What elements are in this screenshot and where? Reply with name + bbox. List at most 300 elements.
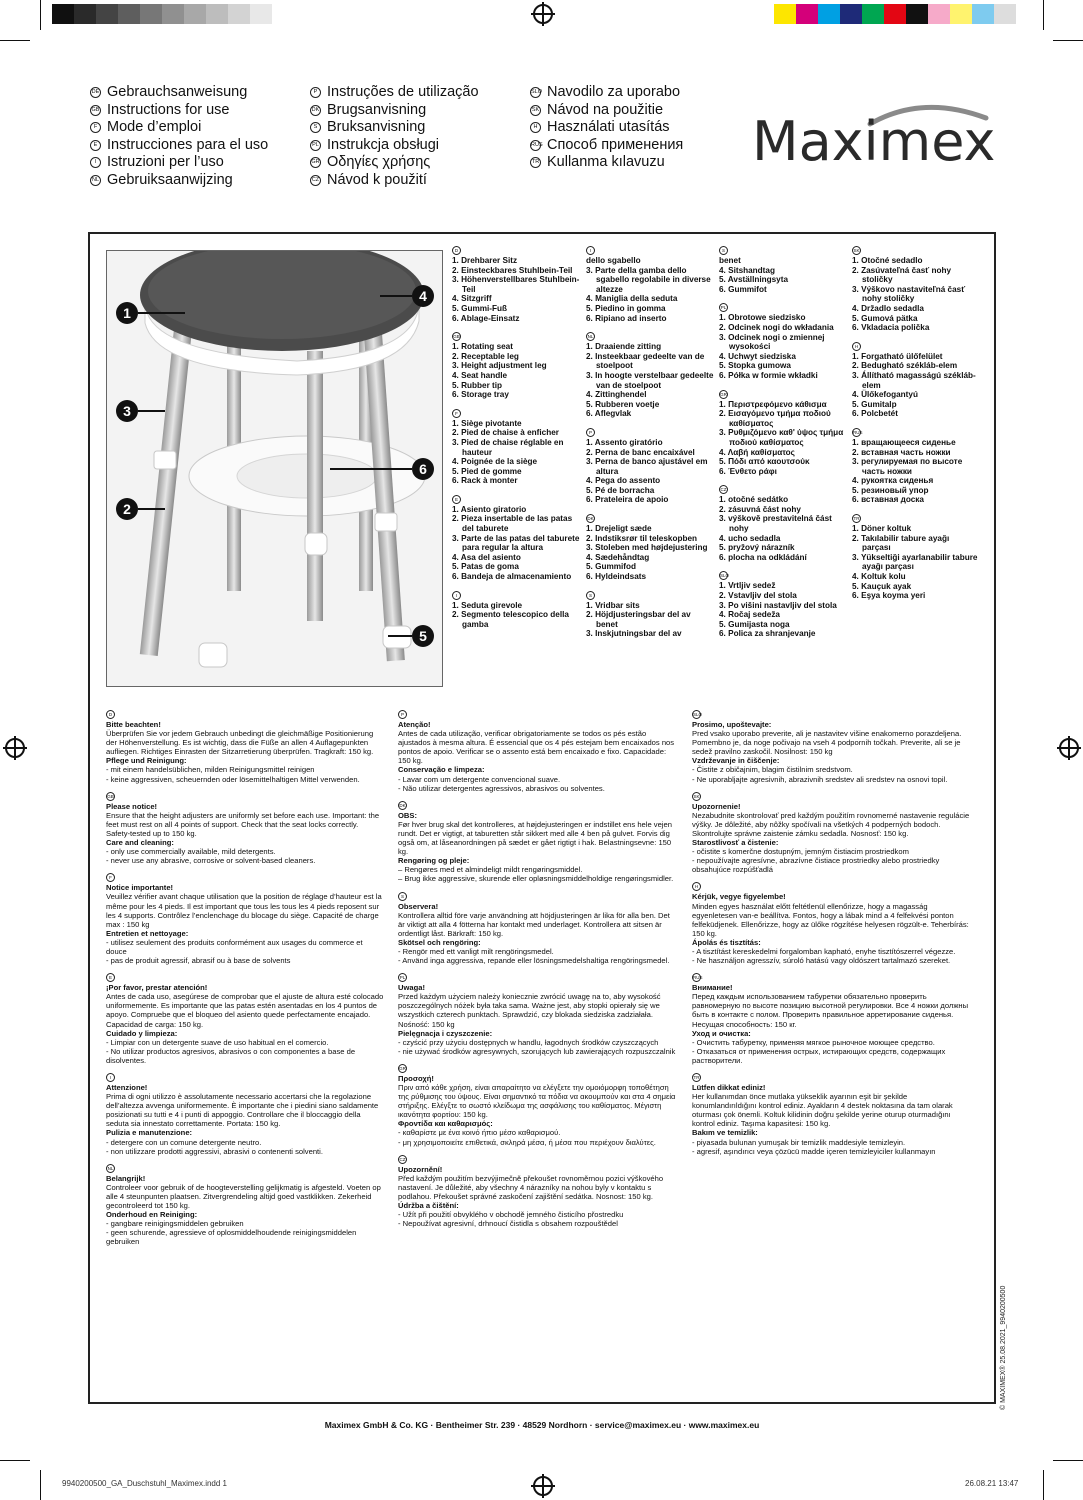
parts-list-block xyxy=(719,571,847,639)
parts-list-block xyxy=(452,409,580,486)
part-item: 2. Perna de banc encaixável xyxy=(586,447,695,457)
part-item: 2. Odcinek nogi do wkładania xyxy=(719,322,834,332)
part-item: 6. Ablage-Einsatz xyxy=(452,313,520,323)
language-title: Instrucciones para el uso xyxy=(107,136,269,153)
language-code-badge: SK xyxy=(693,793,700,799)
part-item: 4. Pega do assento xyxy=(586,476,661,486)
language-code-badge: SLO xyxy=(530,87,541,98)
part-item: 5. Rubber tip xyxy=(452,380,503,390)
part-item: 5. Gummifod xyxy=(586,562,637,572)
part-item: 6. plocha na odkládání xyxy=(719,552,807,562)
part-item: 2. Εισαγόμενο τμήμα ποδιού καθίσματος xyxy=(719,409,831,428)
part-item: 5. Pé de borracha xyxy=(586,485,655,495)
callout-5: 5 xyxy=(412,625,434,647)
part-item: 3. Yükseltiği ayarlanabilir tabure ayağı parçası xyxy=(852,552,978,572)
part-item: 2. Höjdjusteringsbar del av benet xyxy=(586,610,691,629)
care-heading: Conservação e limpeza: xyxy=(398,765,485,775)
part-item: 3. Po višini nastavljiv del stola xyxy=(719,600,837,610)
care-item: - Отказаться от применения острых, истирающих средств, содержащих растворители. xyxy=(692,1046,946,1065)
care-heading: Φροντίδα και καθαρισμός: xyxy=(398,1119,493,1129)
language-code-badge: SLO xyxy=(720,573,730,579)
language-code-badge: PL xyxy=(399,975,406,981)
part-item: 2. Vstavljiv del stola xyxy=(719,591,797,601)
care-item: - καθαρίστε με ένα κοινό ήπιο μέσο καθαρισμού. xyxy=(398,1128,561,1138)
part-item: 4. Sitshandtag xyxy=(719,265,775,275)
note-body: Перед каждым использованием табуретки обязательно проверить равномерную по высоте позицию высотной регулировки. Все 4 ножки должны быть в контакте с полом. Проверить правильное арретирование сиденья. Несущая способность: 150 кг. xyxy=(692,992,969,1029)
language-code-badge: E xyxy=(452,495,461,504)
callout-6: 6 xyxy=(412,458,434,480)
part-item: 4. Seat handle xyxy=(452,370,508,380)
note-heading: OBS: xyxy=(398,810,417,820)
part-item: 3. Výškovo nastaviteľná časť nohy stoličky xyxy=(852,284,966,304)
note-heading: Προσοχή! xyxy=(398,1073,434,1083)
part-item: 5. Gummi-Fuß xyxy=(452,303,508,313)
part-item: 6. Ένθετο ράφι xyxy=(719,466,777,476)
care-item: - gangbare reinigingsmiddelen gebruiken xyxy=(106,1219,244,1229)
note-heading: Atenção! xyxy=(398,720,431,729)
language-title: Kullanma kılavuzu xyxy=(547,154,665,170)
part-item: 4. Zittinghendel xyxy=(586,390,647,400)
language-title: Instruções de utilização xyxy=(327,84,479,100)
part-item: 1. Περιστρεφόμενο κάθισμα xyxy=(719,399,827,409)
part-item: 6. Prateleira de apoio xyxy=(586,495,669,505)
safety-note-block xyxy=(398,973,676,1056)
care-heading: Pulizia e manutenzione: xyxy=(106,1128,193,1138)
safety-notes-column-3 xyxy=(692,710,970,1164)
language-code-badge: DK xyxy=(587,516,594,522)
part-item: 4. Ülőkefogantyú xyxy=(852,390,918,400)
part-item: 4. Držadlo sedadla xyxy=(852,303,924,313)
language-code-badge: S xyxy=(586,591,595,600)
note-heading: Upozornenie! xyxy=(692,801,741,811)
language-code-badge: TR xyxy=(853,516,860,522)
language-code-badge: I xyxy=(586,246,595,255)
part-item: 4. Ročaj sedeža xyxy=(719,610,780,620)
safety-note-block xyxy=(692,1073,970,1156)
part-item: 6. вставная доска xyxy=(852,495,924,505)
note-heading: Observera! xyxy=(398,901,439,911)
care-heading: Pflege und Reinigung: xyxy=(106,756,187,766)
part-item: benet xyxy=(719,256,741,265)
care-heading: Уход и очистка: xyxy=(692,1028,751,1038)
part-item: 2. Bedugható székláb-elem xyxy=(852,361,958,371)
parts-list-column-2 xyxy=(586,246,714,648)
print-date-slug: 26.08.21 13:47 xyxy=(965,1479,1019,1488)
parts-list-block xyxy=(852,246,980,333)
safety-note-block xyxy=(398,1064,676,1147)
care-item: - only use commercially available, mild detergents. xyxy=(106,847,276,857)
parts-list-block xyxy=(586,246,714,323)
care-item: - očistite s komerčne dostupným, jemným čistiacim prostriedkom xyxy=(692,847,909,857)
part-item: 5. Rubberen voetje xyxy=(586,399,660,409)
note-body: Før hver brug skal det kontrolleres, at højdejusteringen er indstillet ens hele vejen rundt. Det er vigtigt, at taburetten står sikkert med alle 4 ben på gulvet. Forvis dig også om, at låseanordningen på sædet er gået rigtigt i hak. Belastningsevne: 150 kg. xyxy=(398,819,672,857)
language-code-badge: P xyxy=(398,710,407,719)
part-item: 6. Eşya koyma yeri xyxy=(852,591,926,601)
language-code-badge: TR xyxy=(693,1075,700,1080)
parts-list-block xyxy=(719,485,847,562)
language-code-badge: H xyxy=(530,122,541,133)
language-code-badge: F xyxy=(106,873,115,882)
care-heading: Rengøring og pleje: xyxy=(398,856,470,866)
part-item: 5. Piedino in gomma xyxy=(586,303,666,313)
part-item: 2. Pieza insertable de las patas del taburete xyxy=(452,514,573,534)
note-body: Před každým použitím bezvýjimečně překoušet rovnoměrnou pozici výškového nastavení. Je důležité, aby všechny 4 nárazníky na nohou byly v kontaktu s podlahou. Překoušet správné zaskočení zajištění sedátka. Nosnost: 150 kg. xyxy=(398,1173,664,1201)
note-heading: Uwaga! xyxy=(398,983,426,993)
care-heading: Vzdrževanje in čiščenje: xyxy=(692,756,780,766)
care-item: - Užít při použití obvyklého v obchodě jemného čisticího přostredku xyxy=(398,1210,624,1220)
part-item: 1. Vrtljiv sedež xyxy=(719,581,776,591)
part-item: 2. zásuvná část nohy xyxy=(719,504,801,514)
part-item: 1. otočné sedátko xyxy=(719,495,789,505)
parts-list-block xyxy=(852,342,980,419)
safety-notes-column-1 xyxy=(106,710,384,1255)
language-title: Navodilo za uporabo xyxy=(547,84,681,100)
note-body: Antes de cada uso, asegúrese de comprobar que el ajuste de altura esté colocado uniformemente. Es importante que las patas estén asentadas en los 4 puntos de apoyo. Compruebe que el bloqueo del asiento quede perfectamente encajado. Capacidad de carga: 150 kg. xyxy=(106,992,384,1029)
care-heading: Bakım ve temizlik: xyxy=(692,1128,758,1138)
care-item: - Очистить табуретку, применяя мягкое рыночное моющее средство. xyxy=(692,1037,935,1047)
language-title: Mode d’emploi xyxy=(107,119,202,135)
part-item: 6. Hyldeindsats xyxy=(586,572,647,582)
safety-note-block xyxy=(692,882,970,965)
care-heading: Care and cleaning: xyxy=(106,838,174,848)
note-body: Ensure that the height adjusters are uniformly set before each use. Important: the feet must rest on all 4 points of support. Check that the seat locks correctly. Safety-tested up to 150 kg. xyxy=(106,810,380,838)
file-slug: 9940200500_GA_Duschstuhl_Maximex.indd 1 xyxy=(62,1479,227,1488)
language-code-badge: NL xyxy=(90,175,101,186)
note-body: Przed każdym użyciem należy koniecznie zwrócić uwagę na to, aby wysokość poszczególnych nóżek była taka sama. Ważne jest, aby stopki opierały się we wszystkich czterech punktach. Sprawdzić, czy blokada siedziska zadziałała. Nośność: 150 kg xyxy=(398,992,661,1029)
language-code-badge: S xyxy=(398,892,407,901)
part-item: 4. Sædehåndtag xyxy=(586,552,650,562)
care-item: - Não utilizar detergentes agressivos, abrasivos ou solventes. xyxy=(398,783,605,793)
care-item: - czyścić przy użyciu dostępnych w handlu, łagodnych środków czyszczących xyxy=(398,1037,659,1047)
language-code-badge: P xyxy=(586,428,595,437)
part-item: 5. резиновый упор xyxy=(852,485,929,495)
safety-note-block xyxy=(692,792,970,875)
part-item: 4. Maniglia della seduta xyxy=(586,294,678,304)
safety-note-block xyxy=(106,792,384,866)
part-item: 5. Gumitalp xyxy=(852,399,897,409)
part-item: 1. Döner koltuk xyxy=(852,524,912,534)
language-code-badge: DK xyxy=(399,802,406,808)
safety-note-block xyxy=(106,973,384,1065)
part-item: 5. Avställningsyta xyxy=(719,275,789,285)
language-code-badge: NL xyxy=(107,1165,114,1171)
care-heading: Starostlivosť a čistenie: xyxy=(692,838,779,848)
part-item: 5. Πόδι από καουτσούκ xyxy=(719,457,810,467)
part-item: 2. Segmento telescopico della gamba xyxy=(452,610,569,629)
care-item: - geen schurende, agressieve of oplosmiddelhoudende reinigingsmiddelen gebruiken xyxy=(106,1228,357,1247)
parts-list-block xyxy=(452,246,580,323)
language-code-badge: H xyxy=(692,882,701,891)
language-code-badge: CZ xyxy=(310,175,321,186)
language-code-badge: I xyxy=(106,1073,115,1082)
language-title: Instructions for use xyxy=(107,101,230,118)
safety-note-block xyxy=(398,892,676,966)
note-body: Veuillez vérifier avant chaque utilisation que la position de réglage d’hauteur est la même pour les 4 pieds. Il est important que tous les tous les 4 pieds reposent sur les 4 supports. Contrôlez l’enclenchage du blocage du siège. Capacité de charge max : 150 kg xyxy=(106,892,382,929)
part-item: 2. вставная часть ножки xyxy=(852,447,951,457)
note-body: Antes de cada utilização, verificar obrigatoriamente se todos os pés estão ajustados à mesma altura. É essencial que os 4 pés estejam bem encaixados nos pontos de apoio. Verificar se o assento está bem encaixado e fixo. Capacidade: 150 kg. xyxy=(398,729,675,766)
care-item: - Čistite z običajnim, blagim čistilnim sredstvom. xyxy=(692,765,853,775)
language-title: Способ применения xyxy=(547,136,684,153)
care-item: - μη χρησιμοποιείτε επιθετικά, σκληρά μέσα, ή μέσα που περιέχουν διαλύτες. xyxy=(398,1137,656,1147)
safety-note-block xyxy=(106,873,384,965)
part-item: 3. Höhenverstellbares Stuhlbein-Teil xyxy=(452,275,580,294)
part-item: 3. Ρυθμιζόμενο καθ' ύψος τμήμα ποδιού καθίσματος xyxy=(719,428,844,447)
part-item: 6. Aflegvlak xyxy=(586,409,632,419)
part-item: 1. вращающееся сиденье xyxy=(852,437,956,447)
part-item: 2. Pied de chaise à enficher xyxy=(452,428,559,438)
part-item: 3. výškově prestavitelná část nohy xyxy=(719,514,832,534)
language-code-badge: SK xyxy=(853,248,860,253)
care-item: - mit einem handelsüblichen, milden Reinigungsmittel reinigen xyxy=(106,765,315,775)
part-item: 2. Receptable leg xyxy=(452,351,519,361)
language-title: Gebrauchsanweisung xyxy=(107,84,248,100)
safety-note-block xyxy=(106,710,384,784)
part-item: 4. ucho sedadla xyxy=(719,533,781,543)
care-heading: Entretien et nettoyage: xyxy=(106,928,189,938)
side-print-code: © MAXIMEX® 25.08.2021_9940200500 xyxy=(1000,1285,1007,1410)
care-item: - Limpiar con un detergente suave de uso habitual en el comercio. xyxy=(106,1037,329,1047)
parts-list-block xyxy=(452,591,580,630)
note-body: Kontrollera alltid före varje användning att höjdjusteringen är lika för alla ben. Det är viktigt att alla 4 fötterna har kontakt med underlaget. Kontrollera att sitsen är ordentligt låst. Bärkraft: 150 kg. xyxy=(398,910,670,938)
part-item: 5. pryžový nárazník xyxy=(719,543,795,553)
parts-list-block xyxy=(586,332,714,419)
note-heading: Lütfen dikkat ediniz! xyxy=(692,1083,766,1092)
note-body: Controleer voor gebruik of de hoogteverstelling gelijkmatig is afgesteld. Voeten op alle 4 steunpunten plaatsen. Zitvergrendeling altijd goed vastklikken. Zekerheid gecontroleerd tot 150 kg. xyxy=(106,1182,381,1211)
language-code-badge: TR xyxy=(530,157,541,168)
part-item: 6. Storage tray xyxy=(452,390,509,400)
callout-3: 3 xyxy=(116,400,138,422)
part-item: dello sgabello xyxy=(586,256,641,265)
language-code-badge: P xyxy=(310,87,321,98)
care-heading: Ápolás és tisztítás: xyxy=(692,937,761,947)
care-heading: Onderhoud en Reiniging: xyxy=(106,1210,198,1220)
note-heading: Внимание! xyxy=(692,983,733,993)
part-item: 5. Patas de goma xyxy=(452,562,519,572)
part-item: 5. Gumijasta noga xyxy=(719,619,790,629)
note-heading: Belangrijk! xyxy=(106,1173,146,1183)
language-title: Návod k použití xyxy=(327,171,427,188)
safety-note-block xyxy=(692,973,970,1065)
safety-note-block xyxy=(398,710,676,793)
note-body: Überprüfen Sie vor jedem Gebrauch unbedingt die gleichmäßige Positionierung der Höhenverstellung. Es ist wichtig, dass die Füße an allen 4 Auflagepunkten aufliegen. Richtiges Einrasten der Sitzarretierung überprüfen. Tragkraft: 150 kg. xyxy=(106,729,374,757)
part-item: 1. Vridbar sits xyxy=(586,600,640,610)
language-code-badge: RUS xyxy=(853,429,863,435)
part-item: 6. Ripiano ad inserto xyxy=(586,313,667,323)
parts-list-block xyxy=(719,390,847,477)
callout-1: 1 xyxy=(116,302,138,324)
parts-list-block xyxy=(452,495,580,582)
part-item: 3. Állítható magasságú székláb-elem xyxy=(852,370,976,390)
care-item: - nie używać środków agresywnych, szorujących lub zawierających rozpuszczalnik xyxy=(398,1046,676,1056)
part-item: 1. Rotating seat xyxy=(452,342,513,352)
part-item: 4. Uchwyt siedziska xyxy=(719,351,796,361)
care-heading: Cuidado y limpieza: xyxy=(106,1028,178,1038)
note-body: Prima di ogni utilizzo è assolutamente necessario accertarsi che la regolazione dell’altezza avvenga uniformemente. È importante che i piedini siano saldamente posizionati su tutti e 4 i punti di appoggio. Controllare che il bloccaggio della seduta sia innestato correttamente. Portata: 150 kg. xyxy=(106,1092,379,1129)
language-title: Instrukcja obsługi xyxy=(327,136,440,153)
language-code-badge: DE xyxy=(90,87,101,98)
part-item: 3. Pied de chaise réglable en hauteur xyxy=(452,437,564,457)
callout-4: 4 xyxy=(412,285,434,307)
language-code-badge: F xyxy=(90,122,101,133)
care-item: - non utilizzare prodotti aggressivi, abrasivi o contenenti solventi. xyxy=(106,1146,323,1156)
part-item: 1. Draaiende zitting xyxy=(586,342,662,352)
language-code-badge: GR xyxy=(399,1065,406,1071)
language-code-badge: F xyxy=(452,409,461,418)
care-item: - Ne használjon agresszív, súroló hatású vagy oldószert tartalmazó szereket. xyxy=(692,956,951,966)
parts-list-column-3 xyxy=(719,246,847,648)
care-item: – Brug ikke aggressive, skurende eller opløsningsmiddelholdige rengøringsmidler. xyxy=(398,874,674,884)
part-item: 1. Drehbarer Sitz xyxy=(452,256,518,265)
part-item: 2. Takılabilir tabure ayağı parçası xyxy=(852,533,950,553)
care-heading: Pielęgnacja i czyszczenie: xyxy=(398,1028,493,1038)
care-item: - detergere con un comune detergente neutro. xyxy=(106,1137,262,1147)
care-heading: Údržba a čištění: xyxy=(398,1201,459,1211)
part-item: 1. Asiento giratorio xyxy=(452,504,527,514)
part-item: 6. Bandeja de almacenamiento xyxy=(452,572,572,582)
language-code-badge: E xyxy=(90,140,101,151)
care-item: - never use any abrasive, corrosive or solvent-based cleaners. xyxy=(106,856,316,866)
safety-note-block xyxy=(398,1155,676,1229)
parts-list-block xyxy=(852,428,980,505)
part-item: 1. Drejeligt sæde xyxy=(586,524,652,534)
parts-list-column-1 xyxy=(452,246,580,638)
parts-list-block xyxy=(586,428,714,505)
language-code-badge: CZ xyxy=(720,487,727,493)
part-item: 1. Forgatható ülőfelület xyxy=(852,351,943,361)
note-heading: Kérjük, vegye figyelembe! xyxy=(692,892,786,902)
note-heading: Please notice! xyxy=(106,801,158,811)
part-item: 5. Gumová pätka xyxy=(852,313,918,323)
note-body: Nezabudnite skontrolovať pred každým použitím rovnomerné nastavenie regulácie výšky. Je dôležité, aby nôžky spočívali na všetkých 4 podperných bodoch. Skontrolujte správne zaistenie zámku sedadla. Nosnosť: 150 kg. xyxy=(692,810,970,838)
care-item: - Lavar com um detergente convencional suave. xyxy=(398,774,561,784)
language-code-badge: GR xyxy=(310,157,321,168)
language-code-badge: H xyxy=(852,342,861,351)
care-item: - agresif, aşındırıcı veya çözücü madde içeren temizleyiciler kullanmayın xyxy=(692,1146,936,1156)
care-item: - No utilizar productos agresivos, abrasivos o con componentes a base de disolventes. xyxy=(106,1046,356,1065)
company-footer: Maximex GmbH & Co. KG · Bentheimer Str. 239 · 48529 Nordhorn · service@maximex.eu · www.maximex.eu xyxy=(324,1420,760,1430)
language-code-badge: SK xyxy=(530,105,541,116)
parts-list-column-4 xyxy=(852,246,980,610)
language-code-badge: PL xyxy=(310,140,321,151)
language-title: Návod na použitie xyxy=(547,101,664,118)
note-heading: Notice importante! xyxy=(106,883,174,893)
language-code-badge: PL xyxy=(720,305,727,311)
language-code-badge: E xyxy=(106,973,115,982)
part-item: 2. Insteekbaar gedeelte van de stoelpoot xyxy=(586,351,705,371)
language-title: Gebruiksaanwijzing xyxy=(107,171,233,188)
language-title: Οδηγίες χρήσης xyxy=(327,154,431,170)
care-item: - nepoužívajte agresívne, abrazívne čistiace prostriedky alebo prostriedky obsahujúce rozpúšťadlá xyxy=(692,856,940,875)
part-item: 3. In hoogte verstelbaar gedeelte van de stoelpoot xyxy=(586,370,714,390)
language-code-badge: SLO xyxy=(693,712,703,717)
language-code-badge: D xyxy=(106,710,115,719)
language-code-badge: NL xyxy=(587,334,594,340)
part-item: 1. Siège pivotante xyxy=(452,418,522,428)
note-body: Pred vsako uporabo preverite, ali je nastavitev višine enakomerno porazdeljena. Pomembno je, da noge počivajo na vseh 4 podpornih točkah. Preverite, ali se je sedež pravilno zaskočil. Nosilnost: 150 kg xyxy=(692,729,962,757)
language-code-badge: DK xyxy=(310,105,321,116)
care-item: - Ne uporabljajte agresivnih, abrazivnih sredstev ali sredstev na osnovi topil. xyxy=(692,774,948,784)
part-item: 2. Indstiksrør til teleskopben xyxy=(586,533,698,543)
note-body: Her kullanımdan önce mutlaka yükseklik ayarının eşit bir şekilde konumlandırıldığını kontrol ediniz. Ayakların 4 destek noktasına da tam olarak oturması çok önemli. Koltuk kilidinin doğru şekilde yerine oturup oturmadığını kontrol ediniz. Taşıma kapasitesi: 150 kg. xyxy=(692,1092,953,1129)
parts-list-block xyxy=(852,514,980,601)
parts-list-block xyxy=(586,514,714,582)
part-item: 6. Gummifot xyxy=(719,284,767,294)
care-item: - piyasada bulunan yumuşak bir temizlik maddesiyle temizleyin. xyxy=(692,1137,906,1147)
part-item: 1. Obrotowe siedzisko xyxy=(719,313,806,323)
care-item: - utilisez seulement des produits conformément aux usages du commerce et douce xyxy=(106,937,363,956)
part-item: 4. рукоятка сиденья xyxy=(852,476,934,486)
part-item: 3. Perna de banco ajustável em altura xyxy=(586,457,708,476)
part-item: 6. Rack à monter xyxy=(452,476,518,486)
part-item: 1. Seduta girevole xyxy=(452,600,523,610)
language-code-badge: GR xyxy=(720,391,727,397)
care-item: - Nepoužívat agresivní, drhnoucí čistidla s obsahem rozpouštědel xyxy=(398,1219,618,1229)
part-item: 2. Zasúvateľná časť nohy stoličky xyxy=(852,265,951,285)
language-title: Bruksanvisning xyxy=(327,119,426,135)
part-item: 4. Sitzgriff xyxy=(452,294,492,304)
part-item: 6. Półka w formie wkładki xyxy=(719,370,818,380)
part-item: 5. Stopka gumowa xyxy=(719,361,791,371)
language-code-badge: RUS xyxy=(693,975,703,981)
note-heading: Upozornění! xyxy=(398,1164,443,1174)
language-title: Istruzioni per l’uso xyxy=(107,154,224,170)
note-body: Πριν από κάθε χρήση, είναι απαραίτητο να ελέγξετε την ομοιόμορφη τοποθέτηση της ρύθμισης του ύψους. Είναι σημαντικό τα πόδια να ακουμπούν και στα 4 σημεία στήριξης. Ελέγξτε το σωστό κλείδωμα της ασφάλισης του καθίσματος. Μέγιστη ικανότητα φορτίου: 150 kg. xyxy=(398,1083,676,1120)
part-item: 6. Polica za shranjevanje xyxy=(719,629,816,639)
callout-2: 2 xyxy=(116,498,138,520)
note-heading: Bitte beachten! xyxy=(106,720,161,729)
safety-note-block xyxy=(692,710,970,784)
parts-list-block xyxy=(452,332,580,400)
part-item: 3. Stoleben med højdejustering xyxy=(586,543,708,553)
part-item: 3. Parte della gamba dello sgabello regolabile in diverse altezze xyxy=(586,265,711,294)
part-item: 3. регулируемая по высоте часть ножки xyxy=(852,457,963,476)
safety-note-block xyxy=(398,801,676,884)
part-item: 2. Einsteckbares Stuhlbein-Teil xyxy=(452,265,573,275)
care-item: - Rengör med ett vanligt milt rengöringsmedel. xyxy=(398,946,554,956)
care-item: - Använd inga aggressiva, repande eller lösningsmedelshaltiga rengöringsmedel. xyxy=(398,956,670,966)
care-item: - keine aggressiven, scheuernden oder lösemittelhaltigen Mittel verwenden. xyxy=(106,774,360,784)
care-item: - A tisztítást kereskedelmi forgalomban kapható, enyhe tisztítószerrel végezze. xyxy=(692,946,956,956)
part-item: 4. Asa del asiento xyxy=(452,552,521,562)
care-item: - pas de produit agressif, abrasif ou à base de solvents xyxy=(106,956,291,966)
parts-list-block xyxy=(719,246,847,294)
language-code-badge: GB xyxy=(453,334,460,340)
part-item: 4. Koltuk kolu xyxy=(852,572,906,582)
part-item: 1. Assento giratório xyxy=(586,437,663,447)
care-item: – Rengøres med et almindeligt mildt rengøringsmiddel. xyxy=(398,865,583,875)
safety-note-block xyxy=(106,1073,384,1156)
language-code-badge: S xyxy=(719,246,728,255)
parts-list-block xyxy=(719,303,847,380)
part-item: 1. Otočné sedadlo xyxy=(852,256,923,265)
language-code-badge: I xyxy=(90,157,101,168)
part-item: 3. Height adjustment leg xyxy=(452,361,547,371)
language-title: Használati utasítás xyxy=(547,119,670,135)
part-item: 5. Kauçuk ayak xyxy=(852,581,912,591)
part-item: 5. Pied de gomme xyxy=(452,466,522,476)
part-item: 4. Poignée de la siège xyxy=(452,457,538,467)
parts-list-block xyxy=(586,591,714,639)
care-heading: Skötsel och rengöring: xyxy=(398,937,481,947)
language-code-badge: GB xyxy=(107,793,114,799)
safety-note-block xyxy=(106,1164,384,1247)
language-code-badge: D xyxy=(452,246,461,255)
language-code-badge: I xyxy=(452,591,461,600)
language-code-badge: GB xyxy=(90,105,101,116)
note-heading: ¡Por favor, prestar atención! xyxy=(106,983,208,993)
language-code-badge: S xyxy=(310,122,321,133)
part-item: 6. Polcbetét xyxy=(852,409,898,419)
